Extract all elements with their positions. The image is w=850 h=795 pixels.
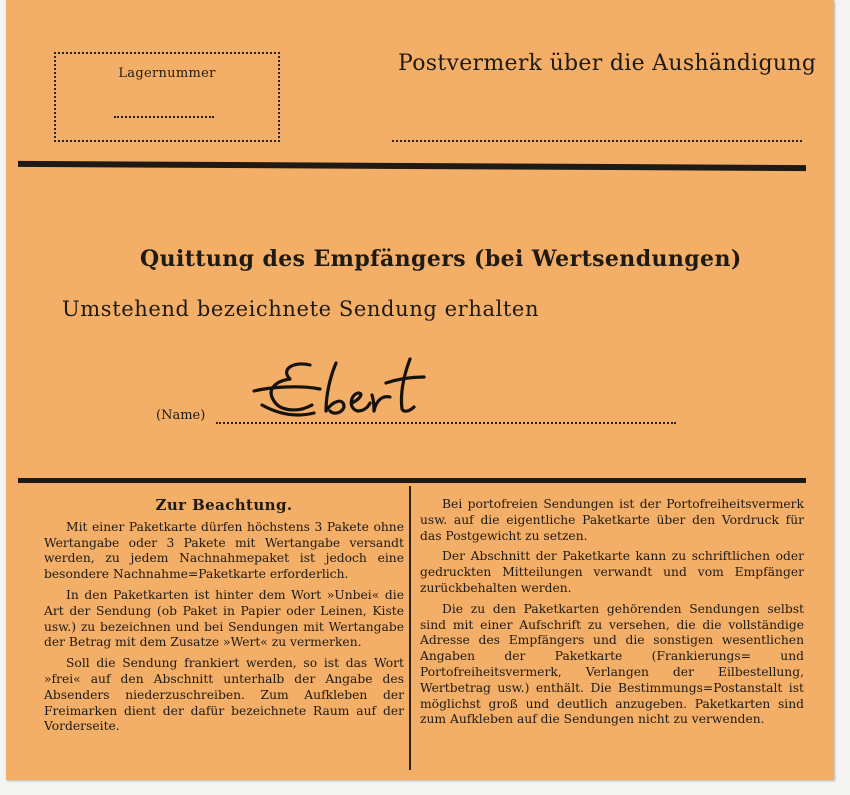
lagernummer-box [54,52,280,142]
divider-rule-top [18,161,806,171]
postvermerk-dotted-line [392,140,802,142]
name-dotted-line [216,422,676,424]
column-divider [409,486,411,770]
notice-paragraph: Soll die Sendung frankiert werden, so ist das Wort »frei« auf den Abschnitt unterhalb der Angabe des Absenders niederzuschreiben. Zum Aufkleben der Freimarken dient der dafür bezeichnete Raum auf der Vorderseite. [44,656,404,734]
name-label: (Name) [156,408,206,423]
notice-paragraph: Die zu den Paketkarten gehörenden Sendungen selbst sind mit einer Aufschrift zu versehen, die die vollständige Adresse des Empfängers und die sonstigen wesentlichen Angaben der Paketkarte (Frankierungs= und Portofreiheitsvermerk, Verlangen der Eilbestellung, Wertbetrag usw.) enthält. Die Bestimmungs=Postanstalt ist möglichst groß und deutlich anzugeben. Paketkarten sind zum Aufkleben auf die Sendungen nicht zu verwenden. [420,601,804,727]
beachtung-right-column [420,497,804,733]
beachtung-heading: Zur Beachtung. [155,496,293,514]
notice-paragraph: Bei portofreien Sendungen ist der Portofreiheitsvermerk usw. auf die eigentliche Paketkarte über den Vordruck für das Postgewicht zu setzen. [420,497,804,543]
lagernummer-label: Lagernummer [118,66,216,81]
received-statement: Umstehend bezeichnete Sendung erhalten [62,297,540,321]
lagernummer-dotted-line [114,116,214,118]
notice-paragraph: Der Abschnitt der Paketkarte kann zu schriftlichen oder gedruckten Mitteilungen verwandt und vom Empfänger zurückbehalten werden. [420,549,804,595]
parcel-card-back [6,0,834,780]
signature-svg [240,355,430,427]
handwritten-signature [240,355,430,431]
notice-paragraph: Mit einer Paketkarte dürfen höchstens 3 Pakete ohne Wertangabe oder 3 Pakete mit Wertangabe versandt werden, zu jedem Nachnahmepaket ist jedoch eine besondere Nachnahme=Paketkarte erforderlich. [44,519,404,582]
divider-rule-bottom [18,478,806,483]
notice-paragraph: In den Paketkarten ist hinter dem Wort »Unbei« die Art der Sendung (ob Paket in Papier oder Leinen, Kiste usw.) zu bezeichnen und bei Sendungen mit Wertangabe der Betrag mit dem Zusatze »Wert« zu vermerken. [44,587,404,650]
beachtung-left-column [44,498,404,740]
quittung-heading: Quittung des Empfängers (bei Wertsendungen) [140,246,742,272]
postvermerk-heading: Postvermerk über die Aushändigung [398,51,817,76]
